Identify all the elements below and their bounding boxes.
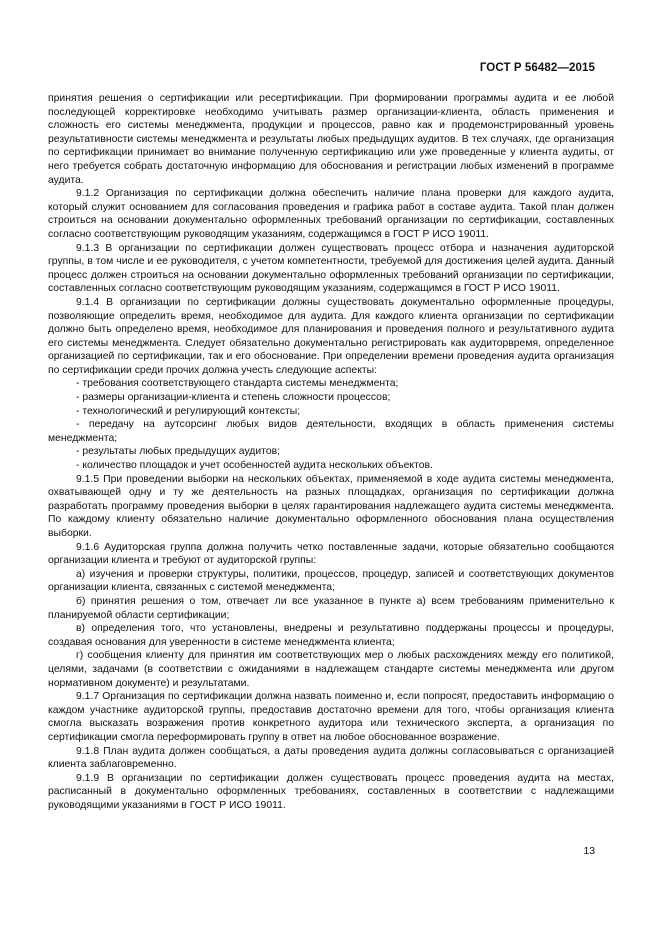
list-item-v: в) определения того, что установлены, внедрены и результативно поддержаны процессы и процедуры, создавая основания для уверенности в системе менеджмента клиента; (48, 623, 614, 648)
paragraph-9-1-6: 9.1.6 Аудиторская группа должна получить четко поставленные задачи, которые обязательно сообщаются организации клиента и требуют от аудиторской группы: (48, 541, 614, 567)
list-item-a: а) изучения и проверки структуры, политики, процессов, процедур, записей и соответствующих документов организации клиента, связанных с системой менеджмента; (48, 568, 614, 594)
list-item-standard-requirements: - требования соответствующего стандарта системы менеджмента; (76, 378, 399, 390)
list-item-client-size: - размеры организации-клиента и степень сложности процессов; (76, 392, 391, 404)
paragraph-9-1-3: 9.1.3 В организации по сертификации должен существовать процесс отбора и назначения аудиторской группы, в том числе и ее руководителя, с учетом компетентности, требуемой для достижения целей аудита. Данный процесс должен строиться на основании документально оформленных требований организации по сертификации, составленных согласно соответствующим руководящим указаниям, содержащимся в ГОСТ Р ИСО 19011. (48, 242, 614, 295)
list-item-sites-count: - количество площадок и учет особенностей аудита нескольких объектов. (76, 460, 433, 472)
paragraph-9-1-2: 9.1.2 Организация по сертификации должна обеспечить наличие плана проверки для каждого аудита, который служит основанием для согласования проведения и графика работ в составе аудита. Такой план должен строиться на основании документально оформленных требований организации по сертификации, составленных согласно соответствующим руководящим указаниям, содержащимся в ГОСТ Р ИСО 19011. (48, 188, 614, 240)
paragraph-9-1-5: 9.1.5 При проведении выборки на нескольких объектах, применяемой в ходе аудита системы менеджмента, охватывающей одну и ту же деятельность на разных площадках, организация по сертификации должна разработать программу проведения выборки в целях гарантирования надлежащего аудита системы менеджмента. По каждому клиенту обязательно наличие документально оформленного обоснования плана осуществления выборки. (48, 473, 614, 539)
page-number: 13 (583, 846, 595, 857)
list-item-g: г) сообщения клиенту для принятия им соответствующих мер о любых расхождениях между его политикой, целями, задачами (в соответствии с ожиданиями в надлежащем стандарте системы менеджмента или другом нормативном документе) и результатами. (48, 650, 614, 689)
paragraph-9-1-7: 9.1.7 Организация по сертификации должна назвать поименно и, если попросят, предоставить информацию о каждом участнике аудиторской группы, предоставив достаточно времени для того, чтобы организация клиента смогла высказать возражения против конкретного аудитора или технического эксперта, а организация по сертификации смогла переформировать группу в ответ на любое обоснованное возражение. (48, 691, 614, 743)
paragraph-9-1-8: 9.1.8 План аудита должен сообщаться, а даты проведения аудита должны согласовываться с организацией клиента заблаговременно. (48, 745, 614, 771)
list-item-technological-context: - технологический и регулирующий контексты; (76, 405, 301, 417)
paragraph-9-1-9: 9.1.9 В организации по сертификации должен существовать процесс проведения аудита на местах, расписанный в документально оформленных требованиях, составленных в соответствии с надлежащими руководящими указаниями в ГОСТ Р ИСО 19011. (48, 772, 614, 811)
list-item-b: б) принятия решения о том, отвечает ли все указанное в пункте а) всем требованиям применительно к планируемой области сертификации; (48, 595, 614, 621)
list-item-outsourcing: - передачу на аутсорсинг любых видов деятельности, входящих в область применения системы менеджмента; (48, 419, 614, 444)
document-header-standard: ГОСТ Р 56482—2015 (479, 62, 595, 74)
list-item-previous-audits: - результаты любых предыдущих аудитов; (76, 446, 281, 458)
document-body (48, 92, 614, 812)
paragraph-9-1-4: 9.1.4 В организации по сертификации должны существовать документально оформленные процедуры, позволяющие определить время, необходимое для аудита. Для каждого клиента организации по сертификации должно быть определено время, необходимое для планирования и проведения полного и результативного аудита его системы менеджмента. Следует обязательно документально регистрировать как аудиторвремя, определенное организацией по сертификации, так и его обоснование. При определении времени проведения аудита организация по сертификации среди прочих должна учесть следующие аспекты: (48, 296, 614, 376)
paragraph-continuation: принятия решения о сертификации или ресертификации. При формировании программы аудита и ее любой последующей корректировке необходимо учитывать размер организации-клиента, область применения и сложность его системы менеджмента, продукции и процессов, равно как и продемонстрированный уровень результативности системы менеджмента и результаты любых предыдущих аудитов. В тех случаях, где организация по сертификации принимает во внимание полученную сертификацию или уже проведенные у клиента аудиты, от него требуется собрать достаточную информацию для обоснования и регистрации любых изменений в программе аудита. (48, 93, 614, 186)
